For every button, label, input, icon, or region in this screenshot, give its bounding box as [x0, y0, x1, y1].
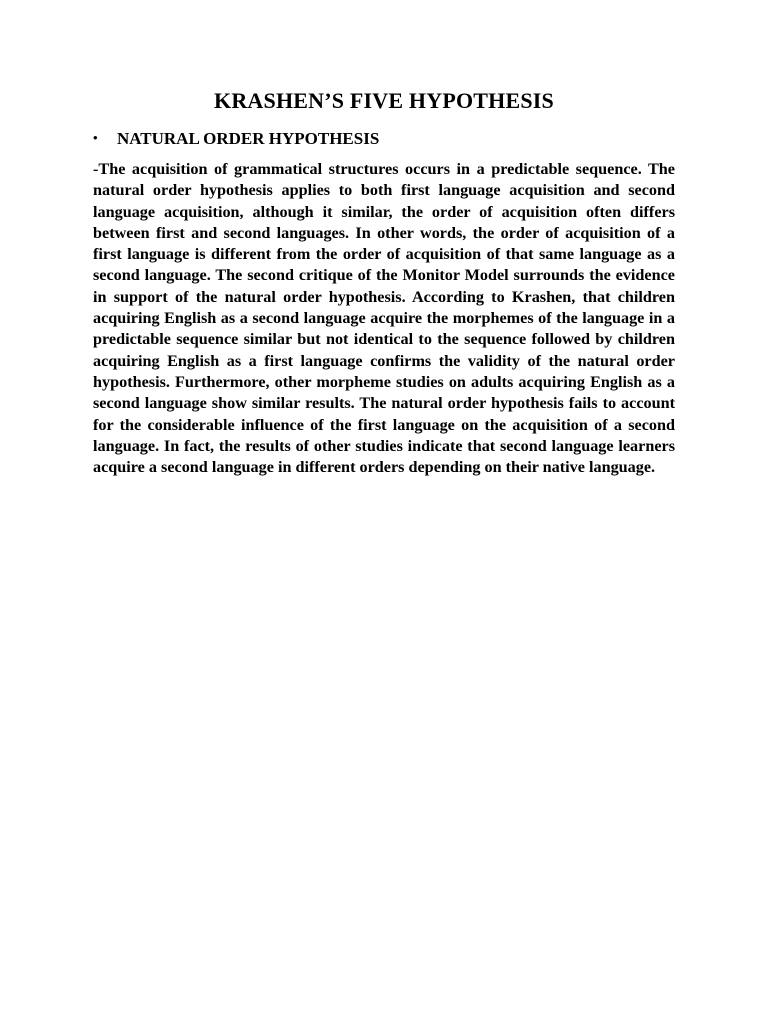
section-heading	[93, 127, 673, 150]
document-title: KRASHEN’S FIVE HYPOTHESIS	[214, 88, 554, 113]
bullet-point-icon: •	[93, 130, 98, 145]
section-heading-text: NATURAL ORDER HYPOTHESIS	[117, 129, 380, 148]
body-paragraph: -The acquisition of grammatical structures occurs in a predictable sequence. The natural order hypothesis applies to both first language acquisition and second language acquisition, although it similar, the order of acquisition often differs between first and second languages. In other words, the order of acquisition of a first language is different from the order of acquisition of that same language as a second language. The second critique of the Monitor Model surrounds the evidence in support of the natural order hypothesis. According to Krashen, that children acquiring English as a second language acquire the morphemes of the language in a predictable sequence similar but not identical to the sequence followed by children acquiring English as a first language confirms the validity of the natural order hypothesis. Furthermore, other morpheme studies on adults acquiring English as a second language show similar results. The natural order hypothesis fails to account for the considerable influence of the first language on the acquisition of a second language. In fact, the results of other studies indicate that second language learners acquire a second language in different orders depending on their native language.	[93, 160, 675, 477]
